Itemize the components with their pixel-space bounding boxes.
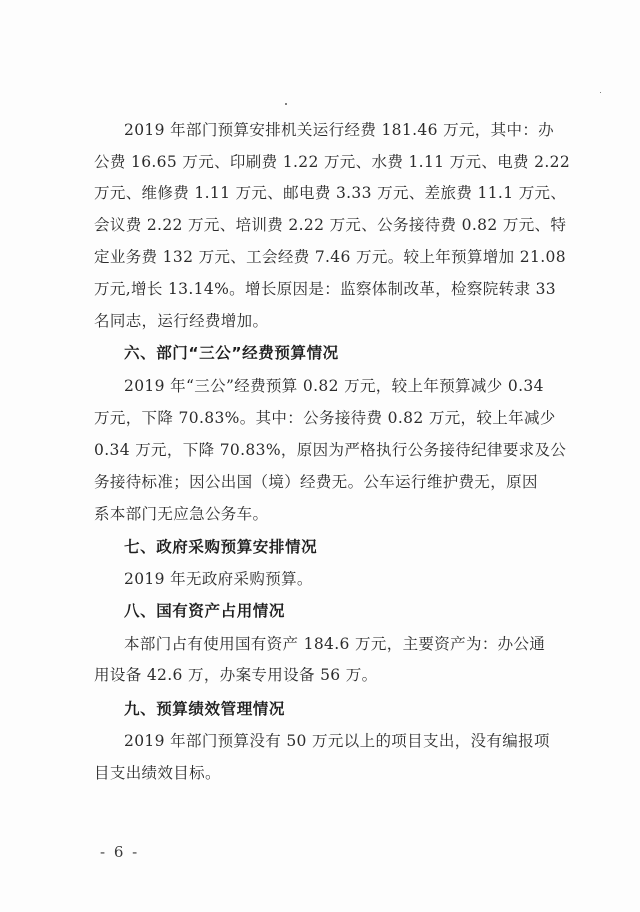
paragraph-line: 名同志，运行经费增加。	[94, 312, 269, 330]
paragraph-line: 本部门占有使用国有资产 184.6 万元，主要资产为：办公通	[124, 635, 546, 653]
paragraph-line: 2019 年部门预算安排机关运行经费 181.46 万元，其中：办	[124, 121, 555, 139]
page-number: - 6 -	[100, 843, 140, 861]
paragraph-line: 万元，下降 70.83%。其中：公务接待费 0.82 万元，较上年减少	[94, 409, 556, 427]
paragraph-line: 用设备 42.6 万，办案专用设备 56 万。	[94, 666, 378, 684]
scan-speck	[285, 103, 287, 105]
section-heading-six: 六、部门“三公”经费预算情况	[124, 344, 339, 362]
section-heading-seven: 七、政府采购预算安排情况	[124, 538, 318, 556]
paragraph-line: 公费 16.65 万元、印刷费 1.22 万元、水费 1.11 万元、电费 2.22	[94, 153, 571, 171]
paragraph-line: 系本部门无应急公务车。	[94, 505, 269, 523]
paragraph-line: 目支出绩效目标。	[94, 764, 221, 782]
paragraph-line: 0.34 万元，下降 70.83%，原因为严格执行公务接待纪律要求及公	[94, 441, 567, 459]
paragraph-line: 会议费 2.22 万元、培训费 2.22 万元、公务接待费 0.82 万元、特	[94, 216, 567, 234]
section-heading-nine: 九、预算绩效管理情况	[124, 700, 286, 718]
paragraph-line: 万元、维修费 1.11 万元、邮电费 3.33 万元、差旅费 11.1 万元、	[94, 184, 567, 202]
paragraph-line: 务接待标准；因公出国（境）经费无。公车运行维护费无，原因	[94, 473, 538, 491]
section-heading-eight: 八、国有资产占用情况	[124, 602, 286, 620]
paragraph-line: 2019 年部门预算没有 50 万元以上的项目支出，没有编报项	[124, 732, 550, 750]
paragraph-line: 万元,增长 13.14%。增长原因是：监察体制改革，检察院转隶 33	[94, 280, 557, 298]
paragraph-line: 定业务费 132 万元、工会经费 7.46 万元。较上年预算增加 21.08	[94, 248, 566, 266]
scan-speck	[600, 92, 601, 93]
paragraph-line: 2019 年无政府采购预算。	[124, 570, 313, 588]
paragraph-line: 2019 年“三公”经费预算 0.82 万元，较上年预算减少 0.34	[124, 377, 544, 395]
